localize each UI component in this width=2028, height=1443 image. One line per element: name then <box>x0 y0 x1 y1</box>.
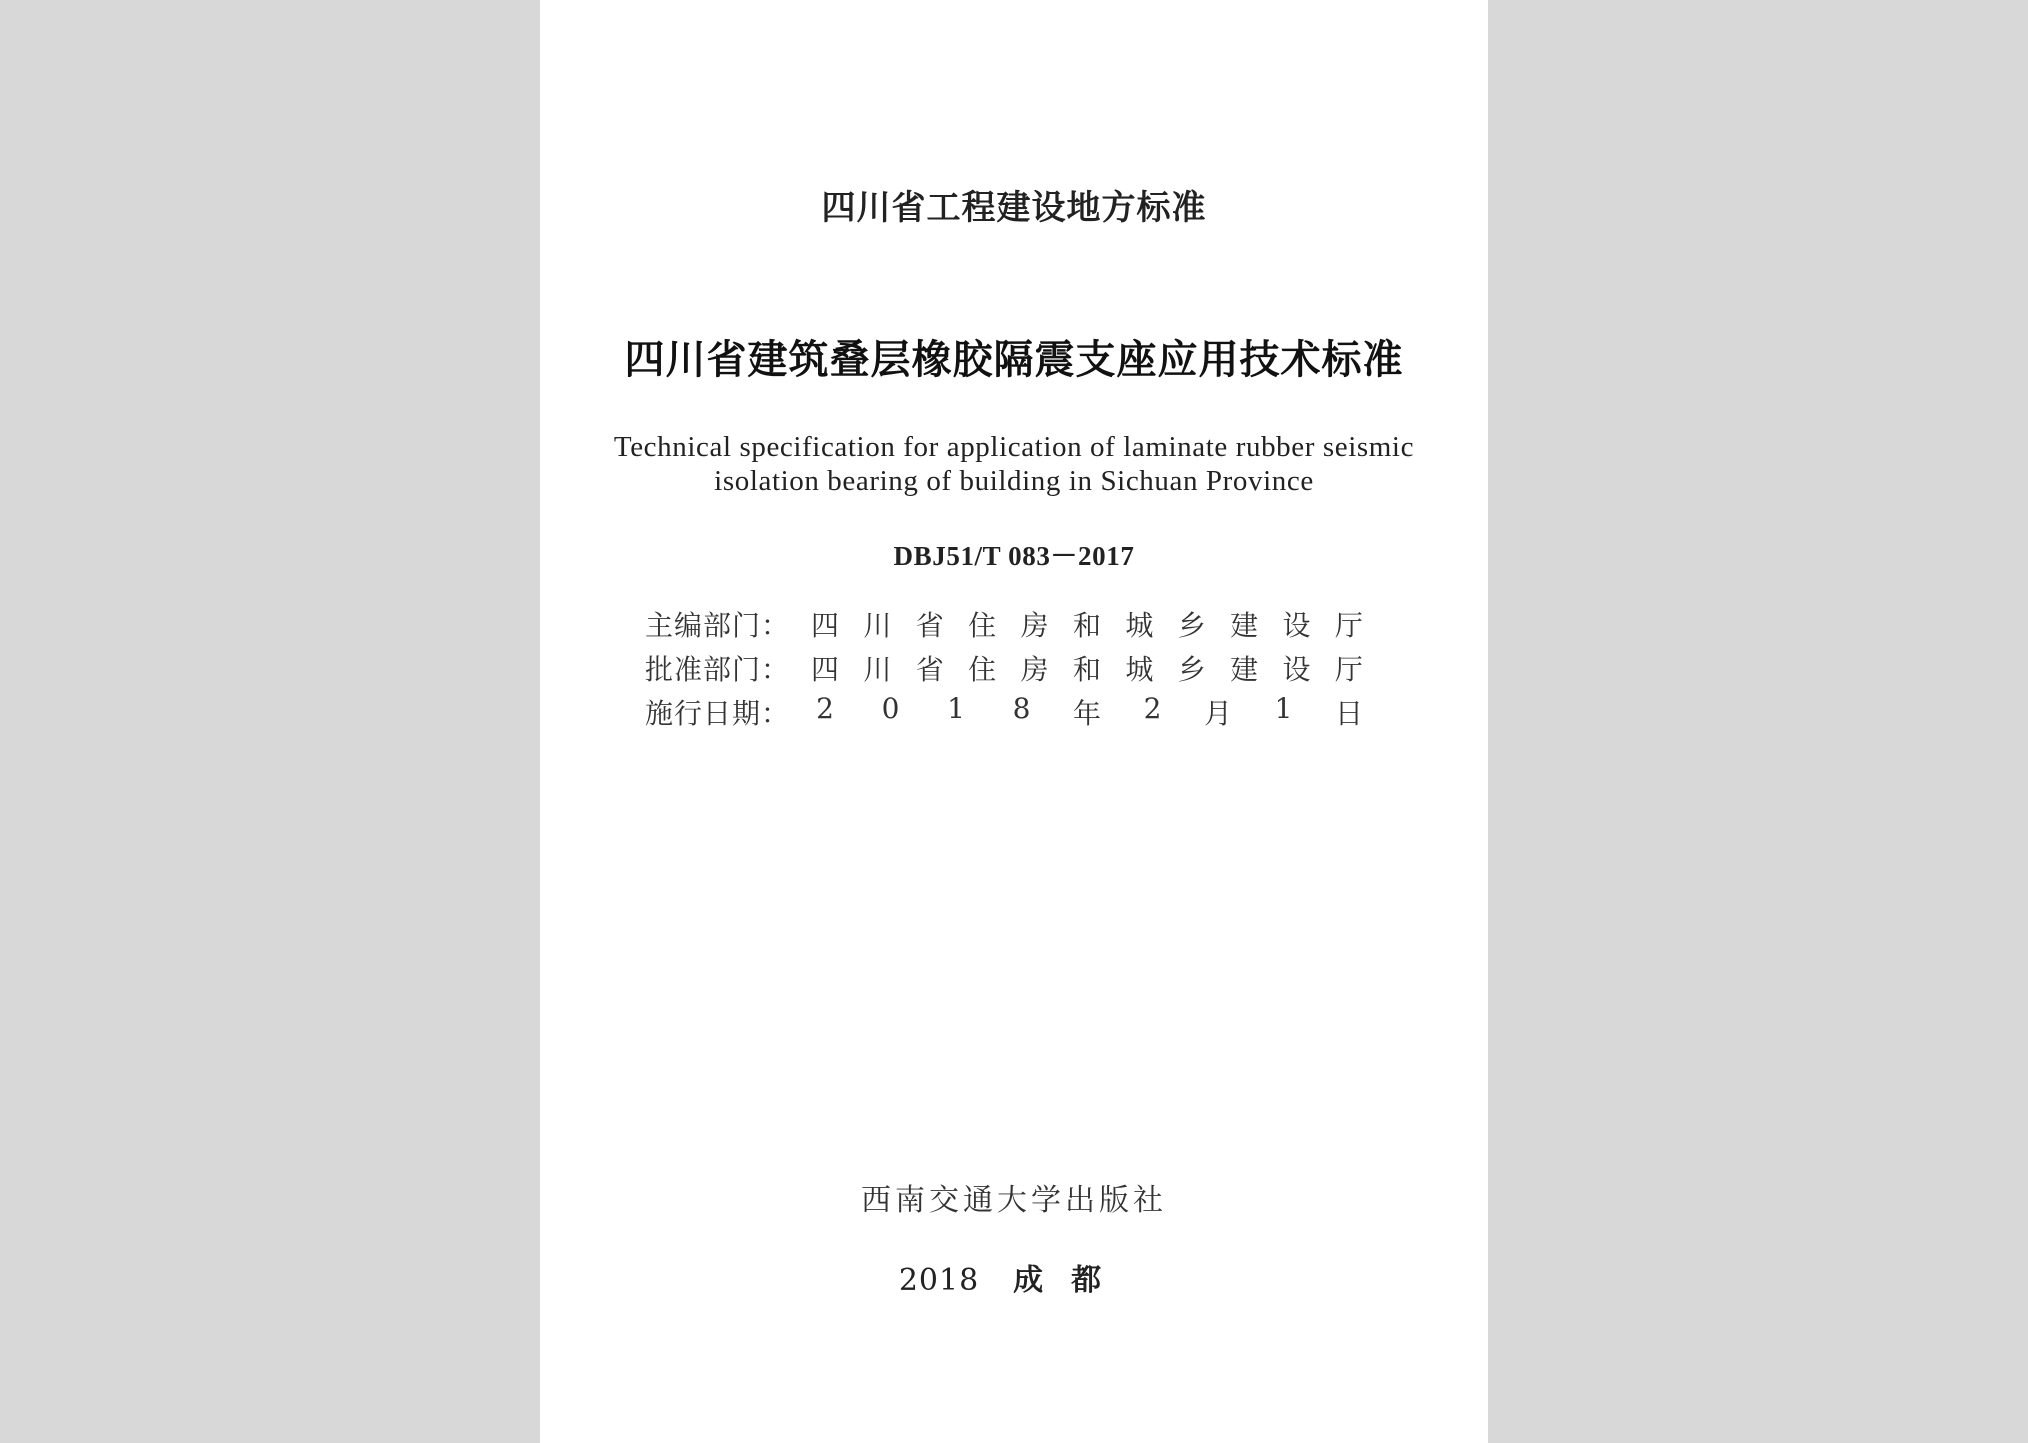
date-row <box>645 692 1364 736</box>
info-char: 川 <box>863 653 892 686</box>
info-char: 厅 <box>1334 653 1363 686</box>
english-title <box>540 430 1488 498</box>
info-char: 建 <box>1230 609 1259 642</box>
date-label: 施行日期： <box>645 697 791 730</box>
info-char: 2 <box>1143 692 1162 725</box>
main-title: 四川省建筑叠层橡胶隔震支座应用技术标准 <box>624 337 1404 383</box>
info-char: 年 <box>1073 697 1102 730</box>
approver-value <box>811 648 1363 688</box>
info-char: 1 <box>947 692 965 725</box>
info-char: 日 <box>1335 697 1364 730</box>
standard-code: DBJ51/T 083－2017 <box>893 541 1135 571</box>
info-char: 0 <box>881 692 900 725</box>
document-page <box>540 0 1488 1443</box>
english-title-line-1: Technical specification for application of laminate rubber seismic <box>613 431 1415 463</box>
info-char: 城 <box>1125 653 1154 686</box>
info-char: 1 <box>1274 692 1293 725</box>
info-char: 和 <box>1072 609 1101 642</box>
info-char: 住 <box>968 653 997 686</box>
info-char: 和 <box>1072 653 1101 686</box>
info-char: 8 <box>1012 692 1031 725</box>
info-char: 四 <box>811 653 840 686</box>
editor-value <box>811 604 1363 644</box>
info-char: 住 <box>968 609 997 642</box>
series-title: 四川省工程建设地方标准 <box>821 188 1207 228</box>
info-char: 川 <box>863 609 892 642</box>
publication-city: 成都 <box>1013 1263 1130 1298</box>
info-char: 设 <box>1282 653 1311 686</box>
info-char: 城 <box>1125 609 1154 642</box>
date-value <box>811 692 1363 732</box>
info-char: 月 <box>1204 697 1233 730</box>
publication-place <box>540 1255 1488 1299</box>
editor-label: 主编部门： <box>645 609 791 642</box>
info-char: 房 <box>1020 609 1049 642</box>
info-char: 房 <box>1020 653 1049 686</box>
info-char: 建 <box>1230 653 1259 686</box>
editor-row <box>645 604 1363 648</box>
publication-year: 2018 <box>898 1263 980 1298</box>
info-char: 省 <box>915 653 944 686</box>
info-char: 乡 <box>1177 653 1206 686</box>
info-char: 设 <box>1282 609 1311 642</box>
info-char: 省 <box>915 609 944 642</box>
approver-row <box>645 648 1363 692</box>
info-char: 厅 <box>1334 609 1363 642</box>
english-title-line-2: isolation bearing of building in Sichuan Province <box>714 465 1314 497</box>
info-char: 2 <box>816 692 834 725</box>
approver-label: 批准部门： <box>645 653 791 686</box>
info-char: 乡 <box>1177 609 1206 642</box>
publisher: 西南交通大学出版社 <box>861 1183 1167 1218</box>
info-char: 四 <box>811 609 840 642</box>
